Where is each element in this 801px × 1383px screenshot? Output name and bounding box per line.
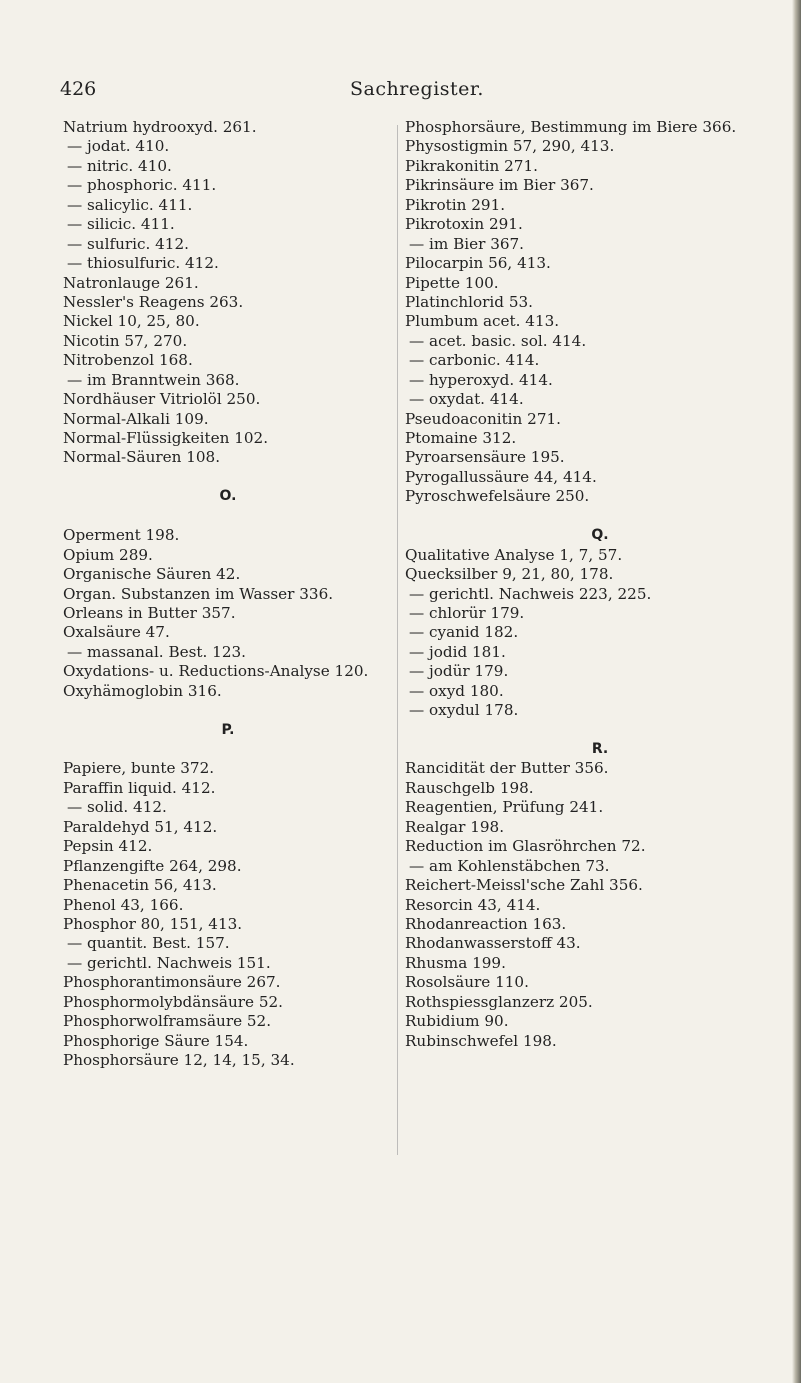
spacer [63, 468, 393, 487]
index-entry: Rubinschwefel 198. [405, 1031, 557, 1050]
index-entry: Organ. Substanzen im Wasser 336. [63, 584, 334, 603]
index-subentry: — phosphoric. 411. [67, 176, 217, 195]
index-entry: Pyroarsensäure 195. [405, 448, 565, 467]
index-entry: Platinchlorid 53. [405, 292, 533, 311]
index-entry: Phosphorsäure 12, 14, 15, 34. [63, 1051, 295, 1069]
index-entry: Reichert-Meissl'sche Zahl 356. [405, 876, 643, 895]
index-entry: Pflanzengifte 264, 298. [63, 856, 242, 875]
index-entry: Phosphorige Säure 154. [63, 1031, 249, 1050]
index-entry: Rhodanreaction 163. [405, 914, 567, 933]
index-entry: Rauschgelb 198. [405, 778, 534, 797]
index-subentry: — gerichtl. Nachweis 223, 225. [409, 584, 652, 603]
section-letter: R. [591, 741, 609, 757]
index-entry: Nickel 10, 25, 80. [63, 312, 200, 331]
index-entry: Phosphormolybdänsäure 52. [63, 992, 283, 1011]
index-entry: Resorcin 43, 414. [405, 895, 541, 914]
index-entry: Phosphorsäure, Bestimmung im Biere 366. [405, 118, 737, 136]
index-entry: Rubidium 90. [405, 1012, 509, 1031]
index-entry: Nordhäuser Vitriolöl 250. [63, 390, 261, 409]
index-entry: Operment 198. [63, 526, 180, 545]
index-entry: Pseudoaconitin 271. [405, 409, 561, 428]
index-entry: Rancidität der Butter 356. [405, 759, 609, 778]
index-entry: Pikrotoxin 291. [405, 215, 523, 234]
index-entry: Natronlauge 261. [63, 273, 199, 292]
index-entry: Nicotin 57, 270. [63, 331, 188, 350]
index-subentry: — massanal. Best. 123. [67, 642, 246, 661]
page-number: 426 [60, 78, 97, 100]
index-subentry: — am Kohlenstäbchen 73. [409, 856, 610, 875]
index-subentry: — silicic. 411. [67, 215, 175, 234]
index-entry: Plumbum acet. 413. [405, 312, 560, 331]
index-subentry: — gerichtl. Nachweis 151. [67, 953, 271, 972]
index-subentry: — jodür 179. [409, 662, 509, 681]
index-entry: Phosphor 80, 151, 413. [63, 914, 243, 933]
index-entry: Papiere, bunte 372. [63, 759, 215, 778]
index-entry: Rosolsäure 110. [405, 973, 529, 992]
index-entry: Pyrogallussäure 44, 414. [405, 467, 597, 486]
spacer [63, 740, 393, 759]
index-subentry: — solid. 412. [67, 798, 167, 817]
index-subentry: — carbonic. 414. [409, 351, 540, 370]
index-subentry: — sulfuric. 412. [67, 234, 189, 253]
spacer [63, 701, 393, 720]
index-entry: Pyroschwefelsäure 250. [405, 487, 590, 506]
index-entry: Organische Säuren 42. [63, 565, 241, 584]
spacer [405, 721, 795, 740]
index-entry: Nitrobenzol 168. [63, 351, 193, 370]
page-header [0, 78, 801, 106]
index-entry: Normal-Alkali 109. [63, 409, 209, 428]
index-entry: Phenol 43, 166. [63, 895, 184, 914]
index-entry: Oxyhämoglobin 316. [63, 681, 222, 700]
index-subentry: — thiosulfuric. 412. [67, 254, 219, 273]
index-entry: Rothspiessglanzerz 205. [405, 992, 593, 1011]
index-subentry: — nitric. 410. [67, 156, 172, 175]
index-subentry: — oxydat. 414. [409, 390, 524, 409]
index-subentry: — jodat. 410. [67, 137, 170, 156]
index-entry: Realgar 198. [405, 817, 505, 836]
index-subentry: — im Branntwein 368. [67, 370, 240, 389]
column-divider [397, 125, 398, 1155]
index-entry: Normal-Säuren 108. [63, 448, 221, 467]
index-entry: Natrium hydrooxyd. 261. [63, 118, 257, 136]
index-entry: Qualitative Analyse 1, 7, 57. [405, 545, 623, 564]
spacer [405, 507, 795, 526]
index-entry: Nessler's Reagens 263. [63, 292, 244, 311]
index-subentry: — jodid 181. [409, 642, 506, 661]
index-entry: Paraffin liquid. 412. [63, 778, 216, 797]
index-entry: Pipette 100. [405, 273, 499, 292]
left-column [63, 118, 393, 1070]
spacer [63, 507, 393, 526]
index-subentry: — acet. basic. sol. 414. [409, 331, 587, 350]
index-subentry: — chlorür 179. [409, 603, 525, 622]
index-entry: Normal-Flüssigkeiten 102. [63, 429, 269, 447]
index-subentry: — oxyd 180. [409, 681, 504, 700]
index-entry: Phosphorantimonsäure 267. [63, 973, 281, 992]
index-subentry: — cyanid 182. [409, 623, 519, 642]
running-head: Sachregister. [350, 78, 484, 100]
index-entry: Pikrotin 291. [405, 195, 506, 214]
index-entry: Paraldehyd 51, 412. [63, 817, 218, 836]
index-entry: Orleans in Butter 357. [63, 603, 236, 622]
index-entry: Pilocarpin 56, 413. [405, 254, 551, 273]
index-subentry: — hyperoxyd. 414. [409, 370, 553, 389]
section-letter: Q. [591, 527, 609, 544]
index-subentry: — im Bier 367. [409, 234, 525, 253]
index-entry: Physostigmin 57, 290, 413. [405, 137, 615, 156]
right-column [405, 118, 795, 1051]
index-entry: Oxydations- u. Reductions-Analyse 120. [63, 662, 369, 681]
index-subentry: — salicylic. 411. [67, 195, 193, 214]
index-subentry: — oxydul 178. [409, 701, 519, 720]
index-entry: Oxalsäure 47. [63, 623, 170, 642]
index-entry: Pikrinsäure im Bier 367. [405, 176, 594, 195]
index-entry: Quecksilber 9, 21, 80, 178. [405, 565, 614, 584]
index-entry: Opium 289. [63, 545, 153, 564]
page-edge [792, 0, 801, 1383]
index-entry: Pepsin 412. [63, 837, 153, 856]
index-entry: Phosphorwolframsäure 52. [63, 1012, 272, 1031]
index-entry: Phenacetin 56, 413. [63, 876, 217, 895]
index-entry: Rhodanwasserstoff 43. [405, 934, 581, 953]
index-entry: Reagentien, Prüfung 241. [405, 798, 604, 817]
index-entry: Pikrakonitin 271. [405, 156, 538, 175]
index-entry: Rhusma 199. [405, 953, 506, 972]
section-letter: O. [219, 488, 237, 505]
index-entry: Reduction im Glasröhrchen 72. [405, 837, 646, 856]
index-subentry: — quantit. Best. 157. [67, 934, 230, 953]
index-entry: Ptomaine 312. [405, 429, 517, 447]
section-letter: P. [221, 721, 235, 738]
